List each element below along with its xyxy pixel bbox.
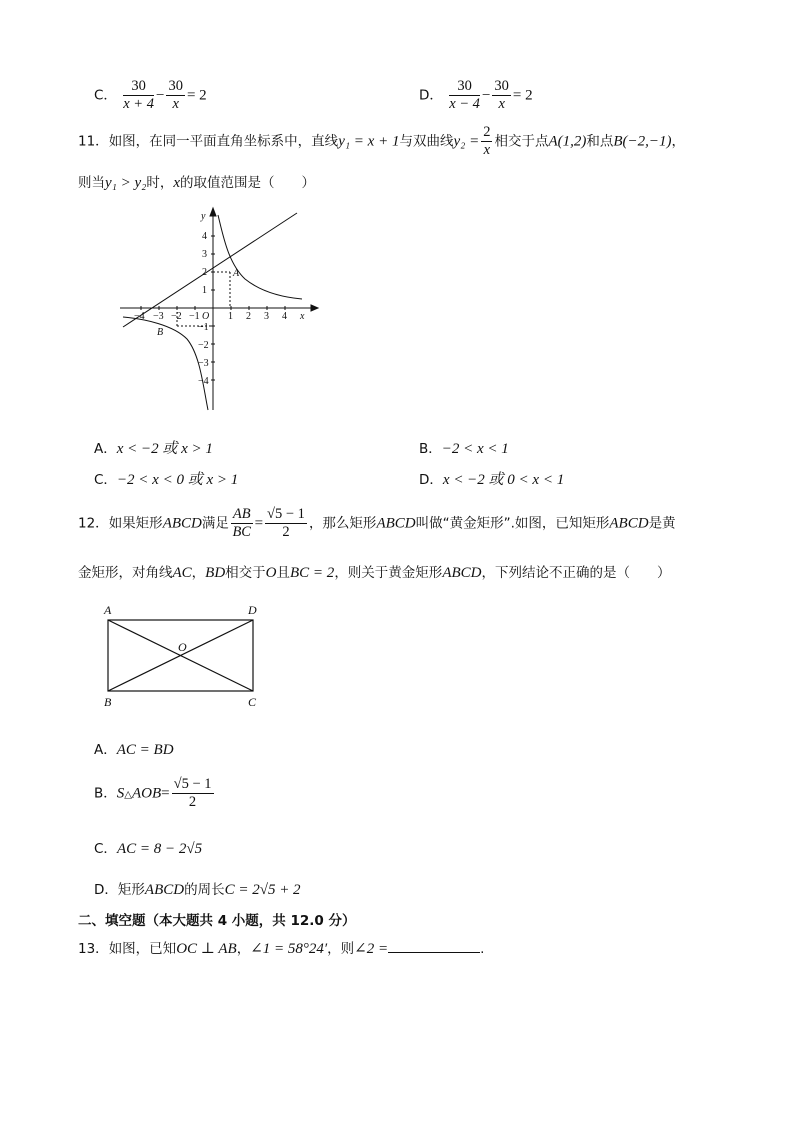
- vertex-b-label: B: [104, 695, 112, 709]
- y-tick-label: −3: [198, 358, 209, 369]
- q12-stem-line1: 12．如果矩形ABCD满足 $\frac{AB}{BC}$ = $\frac{√5 - 1}{2}$ ，那么矩形ABCD叫做“黄金矩形”.如图，已知矩形ABCD是黄: [78, 506, 676, 540]
- q13-stem: 13．如图，已知OC ⊥ AB，∠1 = 58°24′，则∠2 = .: [78, 937, 484, 958]
- q12-option-a[interactable]: A．AC = BD: [94, 742, 174, 758]
- option-letter: D．: [419, 87, 443, 104]
- q11-stem-line1: 11．如图，在同一平面直角坐标系中，直线y₁ = x + 1与双曲线y₂ = $\frac{2}{x}$ 相交于点A(1,2)和点B(−2,−1)，: [78, 124, 686, 158]
- q11-option-c[interactable]: C．−2 < x < 0 或 x > 1: [94, 472, 239, 488]
- origin-label: O: [202, 311, 210, 322]
- center-o-label: O: [178, 640, 187, 654]
- x-tick-label: 2: [246, 311, 251, 322]
- fraction: $\frac{2}{x}$: [483, 124, 491, 158]
- q11-graph-figure: [115, 205, 325, 415]
- fraction: $\frac{30}{x - 4}$: [449, 78, 480, 112]
- answer-blank[interactable]: [388, 938, 480, 953]
- fraction: $\frac{30}{x}$: [494, 78, 509, 112]
- x-tick-label: 4: [282, 311, 287, 322]
- fraction: $\frac{AB}{BC}$: [232, 506, 251, 540]
- q11-option-b[interactable]: B．−2 < x < 1: [419, 441, 509, 457]
- y-tick-label: −4: [198, 376, 209, 387]
- fraction: $\frac{√5 - 1}{2}$: [267, 506, 305, 540]
- hyperbola-branch-1: [218, 215, 302, 299]
- x-tick-label: −3: [153, 311, 164, 322]
- x-axis-label: x: [300, 311, 305, 322]
- option-letter: C．: [94, 87, 117, 104]
- y-tick-label: 1: [202, 285, 207, 296]
- hyperbola-branch-2: [123, 317, 208, 410]
- y-tick-label: 4: [202, 231, 207, 242]
- q11-option-d[interactable]: D．x < −2 或 0 < x < 1: [419, 472, 565, 488]
- q12-option-d[interactable]: D．矩形ABCD的周长C = 2√5 + 2: [94, 882, 301, 898]
- x-axis-arrow: [311, 305, 318, 311]
- q11-option-a[interactable]: A．x < −2 或 x > 1: [94, 441, 213, 457]
- vertex-c-label: C: [248, 695, 257, 709]
- fraction: $\frac{30}{x}$: [168, 78, 183, 112]
- q12-stem-line2: 金矩形，对角线AC，BD相交于O且BC = 2，则关于黄金矩形ABCD，下列结论不正确的是（ ）: [78, 565, 671, 581]
- q12-rectangle-figure: [100, 600, 270, 712]
- q10-option-c[interactable]: C． $\frac{30}{x + 4}$ − $\frac{30}{x}$ = 2: [94, 78, 207, 112]
- y-tick-label: −1: [198, 322, 209, 333]
- y-tick-label: −2: [198, 340, 209, 351]
- q10-option-d[interactable]: D． $\frac{30}{x - 4}$ − $\frac{30}{x}$ = 2: [419, 78, 533, 112]
- q12-option-b[interactable]: B．S△AOB= $\frac{√5 - 1}{2}$: [94, 776, 212, 810]
- q12-option-c[interactable]: C．AC = 8 − 2√5: [94, 841, 203, 857]
- point-a-label: A: [233, 268, 240, 279]
- line-y1: [123, 213, 297, 327]
- point-b-label: B: [157, 327, 164, 338]
- x-tick-label: 1: [228, 311, 233, 322]
- fraction: $\frac{√5 - 1}{2}$: [173, 776, 212, 810]
- x-tick-label: 3: [264, 311, 269, 322]
- x-tick-label: −4: [134, 311, 145, 322]
- y-tick-label: 3: [202, 249, 207, 260]
- fraction: $\frac{30}{x + 4}$: [123, 78, 154, 112]
- x-tick-label: −2: [171, 311, 182, 322]
- x-tick-label: −1: [189, 311, 200, 322]
- y-axis-label: y: [201, 211, 206, 222]
- section-heading: 二、填空题（本大题共 4 小题，共 12.0 分）: [78, 913, 356, 929]
- q11-stem-line2: 则当y₁ > y₂时，x的取值范围是（ ）: [78, 175, 316, 191]
- vertex-d-label: D: [248, 603, 257, 617]
- y-tick-label: 2: [202, 267, 207, 278]
- y-axis-arrow: [210, 208, 216, 216]
- vertex-a-label: A: [104, 603, 112, 617]
